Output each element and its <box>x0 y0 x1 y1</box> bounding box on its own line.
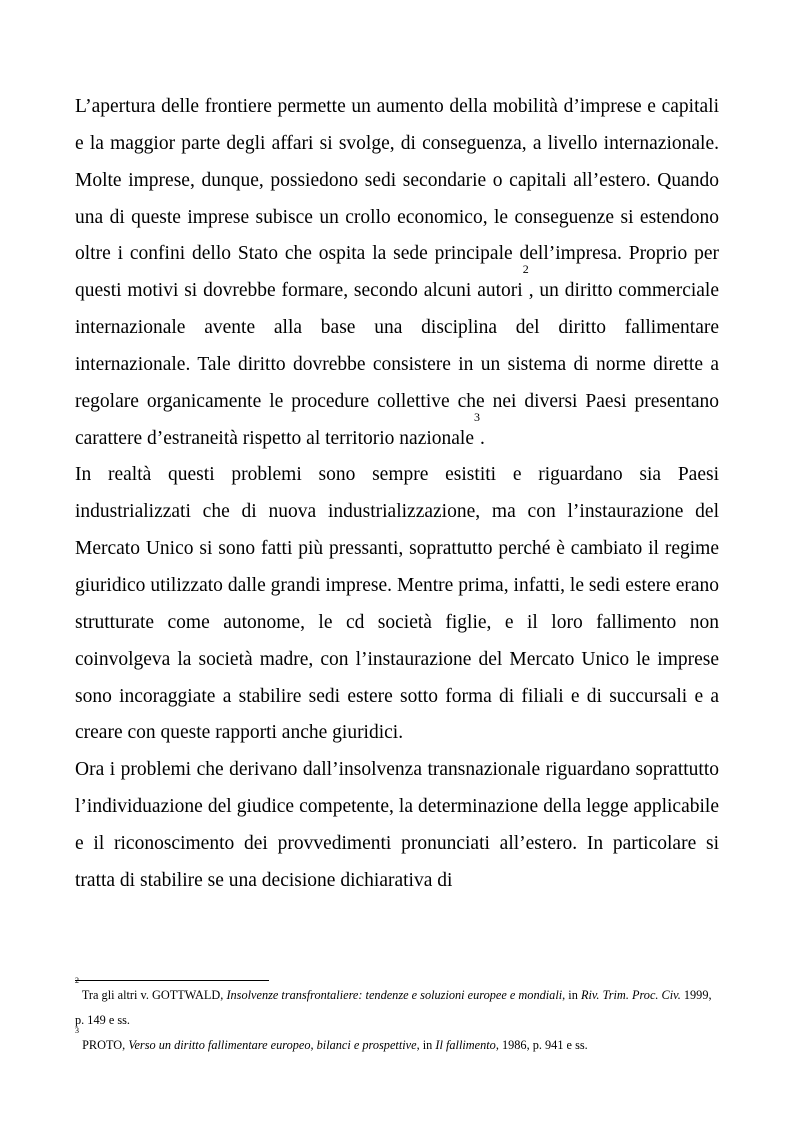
footnote-citation: , 1986, p. 941 e ss. <box>495 1038 588 1052</box>
footnote-number: 2 <box>75 976 79 985</box>
footnote-citation: 1999, p. 149 e ss. <box>75 988 712 1027</box>
paragraph-1 <box>75 89 719 457</box>
paragraph-1-text-a: L’apertura delle frontiere permette un aumento della mobilità d’imprese e capitali e la maggior parte degli affari si svolge, di conseguenza, a livello internazionale. Molte imprese, dunque, possiedono sedi secondarie o capitali all’estero. Quando una di queste imprese subisce un crollo economico, le conseguenze si estendono oltre i confini dello Stato che ospita la sede principale dell’impresa. Proprio per questi motivi si dovrebbe formare, secondo alcuni autori <box>75 96 719 302</box>
paragraph-2: In realtà questi problemi sono sempre esistiti e riguardano sia Paesi industrializzati che di nuova industrializzazione, ma con l’instaurazione del Mercato Unico si sono fatti più pressanti, soprattutto perché è cambiato il regime giuridico utilizzato dalle grandi imprese. Mentre prima, infatti, le sedi estere erano strutturate come autonome, le cd società figlie, e il loro fallimento non coinvolgeva la società madre, con l’instaurazione del Mercato Unico le imprese sono incoraggiate a stabilire sedi estere sotto forma di filiali e di succursali e a creare con queste rapporti anche giuridici. <box>75 464 719 744</box>
footnote-number: 3 <box>75 1026 79 1035</box>
footnote-title: Insolvenze transfrontaliere: tendenze e soluzioni europee e mondiali <box>226 988 563 1002</box>
footnote-ref-3[interactable]: 3 <box>474 409 480 424</box>
footnote-journal: Il fallimento <box>435 1038 496 1052</box>
footnote-author: Tra gli altri v. GOTTWALD, <box>79 988 227 1002</box>
footnotes-section <box>75 976 719 1058</box>
paragraph-1-text-b: , un diritto commerciale internazionale avente alla base una disciplina del diritto fallimentare internazionale. Tale diritto dovrebbe consistere in un sistema di norme dirette a regolare organicamente le procedure collettive che nei diversi Paesi presentano carattere d’estraneità rispetto al territorio nazionale <box>75 280 719 449</box>
footnote-journal: Riv. Trim. Proc. Civ. <box>580 988 681 1002</box>
footnote-separator <box>75 980 269 981</box>
paragraph-1-text-end: . <box>480 427 485 449</box>
footnote-ref-2[interactable]: 2 <box>522 262 529 277</box>
footnote-3 <box>75 1026 719 1058</box>
footnote-connector: , in <box>416 1038 436 1052</box>
footnote-connector: , in <box>562 988 581 1002</box>
footnote-author: PROTO, <box>79 1038 129 1052</box>
main-text <box>75 89 719 900</box>
footnote-title: Verso un diritto fallimentare europeo, bilanci e prospettive <box>128 1038 417 1052</box>
footnote-2 <box>75 976 719 1033</box>
paragraph-3: Ora i problemi che derivano dall’insolvenza transnazionale riguardano soprattutto l’individuazione del giudice competente, la determinazione della legge applicabile e il riconoscimento dei provvedimenti pronunciati all’estero. In particolare si tratta di stabilire se una decisione dichiarativa di <box>75 759 719 891</box>
